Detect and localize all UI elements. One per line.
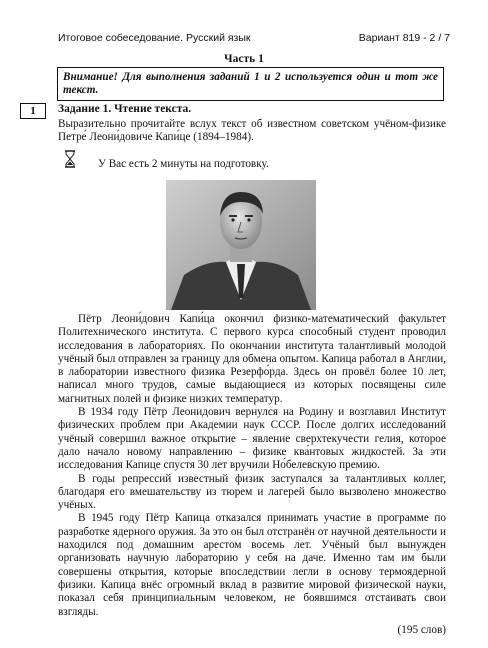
text-paragraph: В годы репрессий известный физик заступался за талантливых коллег, благодаря его вмешательству из тюрем и лагерей было вызволено множество учёных. bbox=[58, 472, 446, 512]
exam-title: Итоговое собеседование. Русский язык bbox=[58, 32, 251, 44]
variant-label: Вариант 819 - 2 / 7 bbox=[358, 32, 450, 44]
word-count: (195 слов) bbox=[397, 624, 446, 636]
reading-text bbox=[58, 313, 446, 619]
hourglass-icon bbox=[64, 150, 76, 168]
text-paragraph: Пётр Леони́дович Капи́ца окончил физико-математический факультет Политехнического института. С первого курса способный студент проводил исследования в лабораториях. По окончании института талантливый молодой учёный был отправлен за границу для обмена опытом. Капица работал в Англии, в лаборатории известного физика Резерфо́рда. Здесь он провёл более 10 лет, написал много трудов, самые выдающиеся из которых посвящены силе магнитных полей и физике низких температур. bbox=[58, 313, 446, 405]
text-paragraph: В 1934 году Пётр Леонидович вернулся на Родину и возглавил Институт физических проблем при Академии наук СССР. После долгих исследований учёный совершил важное открытие – явление сверхтекучести гелия, которое дало начало новому направлению – физике ква́нтовых жидкостей. За эти исследования Капице спустя 30 лет вручили Но́белевскую премию. bbox=[58, 406, 446, 472]
task-title: Задание 1. Чтение текста. bbox=[58, 103, 192, 115]
portrait-photo bbox=[166, 180, 316, 310]
task-number-box: 1 bbox=[20, 103, 46, 119]
text-paragraph: В 1945 году Пётр Капица отказался принимать участие в программе по разработке ядерного оружия. За это он был отстранён от научной деятельности и находился под домашним арестом восемь лет. Учёный был вынужден организовать научную лабораторию у себя на даче. Именно там им были совершены открытия, которые впоследствии легли в основу термоядерной физики. Капица внёс огромный вклад в развитие мировой физической науки, показал себя принципиальным человеком, не боявшимся отстаивать свои взгляды. bbox=[58, 512, 446, 618]
part-heading: Часть 1 bbox=[224, 53, 264, 65]
notice-box: Внимание! Для выполнения заданий 1 и 2 используется один и тот же текст. bbox=[57, 67, 444, 101]
prep-time-text: У Вас есть 2 минуты на подготовку. bbox=[98, 158, 269, 170]
task-instruction: Выразительно прочитайте вслух текст об известном советском учёном-физике Петре́ Леони́довиче Капи́це (1894–1984). bbox=[58, 118, 446, 143]
